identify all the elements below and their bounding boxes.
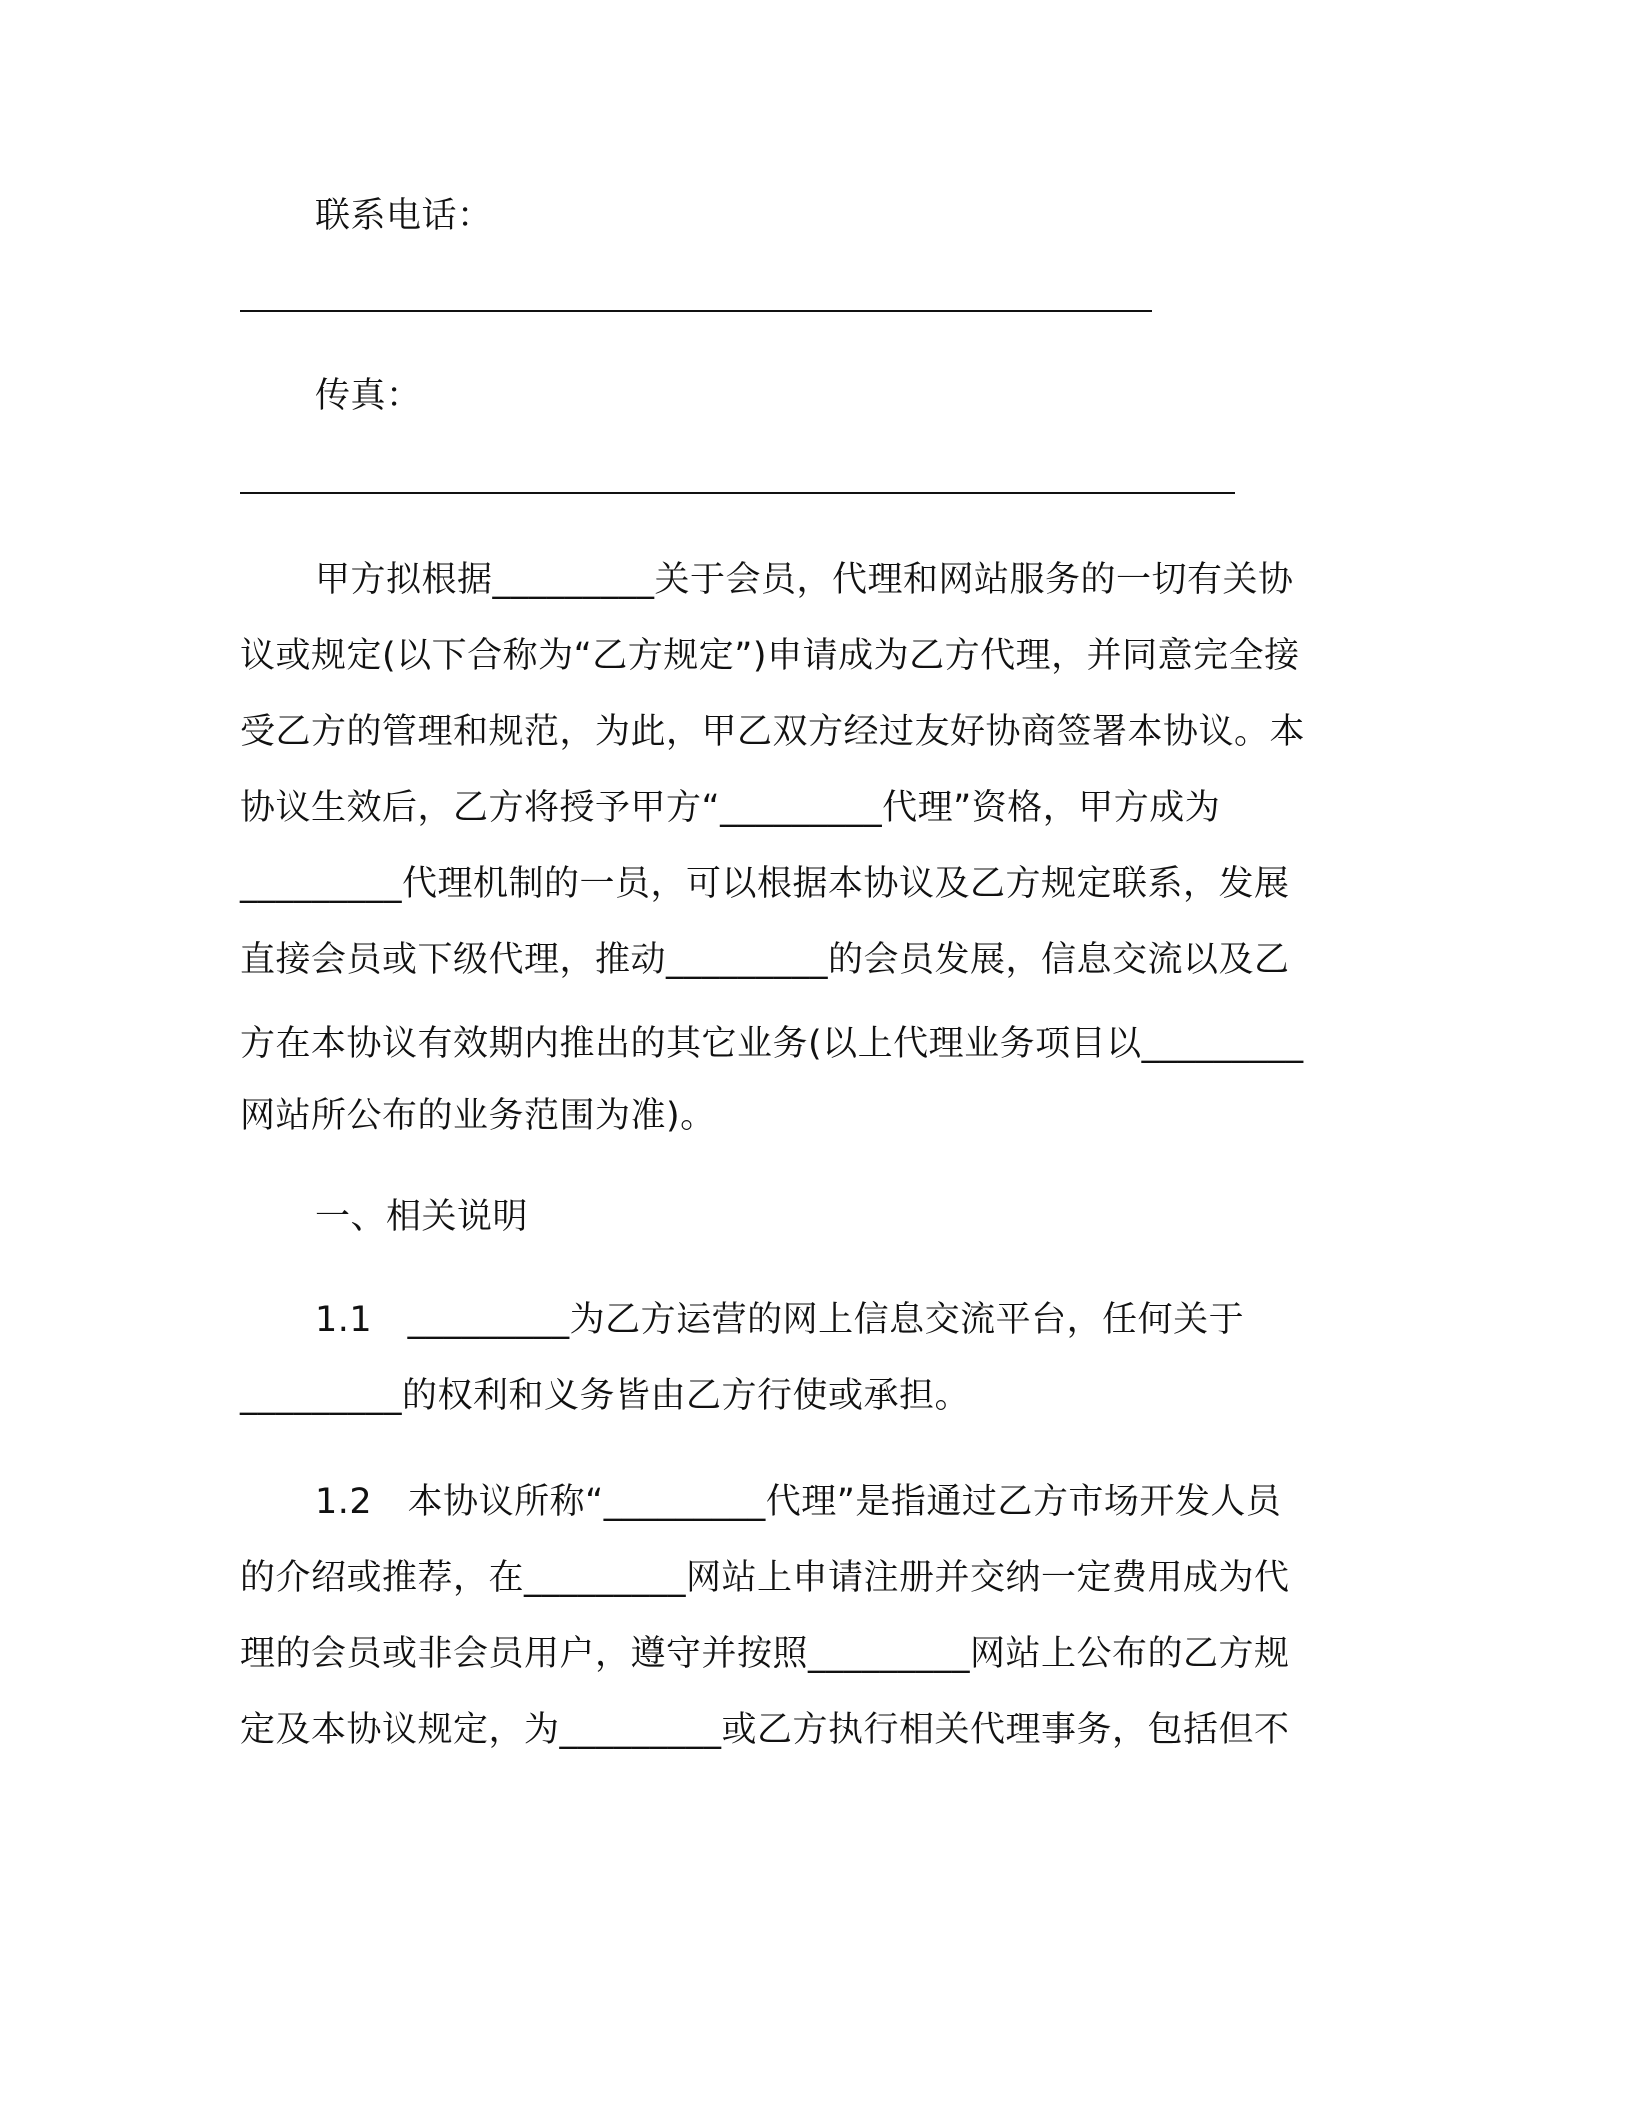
clause-1-2-line-2: 的介绍或推荐，在_________网站上申请注册并交纳一定费用成为代 [240, 1558, 1290, 1598]
intro-line-5: _________代理机制的一员，可以根据本协议及乙方规定联系，发展 [240, 864, 1290, 904]
phone-blank-line [240, 310, 1152, 312]
clause-1-2-line-4: 定及本协议规定，为_________或乙方执行相关代理事务，包括但不 [240, 1710, 1290, 1750]
intro-line-4: 协议生效后，乙方将授予甲方“_________代理”资格，甲方成为 [240, 788, 1221, 828]
intro-line-1: 甲方拟根据_________关于会员，代理和网站服务的一切有关协 [315, 560, 1294, 600]
intro-line-2: 议或规定(以下合称为“乙方规定”)申请成为乙方代理，并同意完全接 [240, 636, 1300, 676]
fax-blank-line [240, 492, 1235, 494]
clause-1-1-line-2: _________的权利和义务皆由乙方行使或承担。 [240, 1376, 971, 1416]
section-heading: 一、相关说明 [315, 1197, 529, 1237]
intro-line-7: 方在本协议有效期内推出的其它业务(以上代理业务项目以_________ [240, 1024, 1304, 1064]
fax-label: 传真： [315, 376, 422, 416]
intro-line-8: 网站所公布的业务范围为准)。 [240, 1096, 716, 1136]
clause-1-2-line-3: 理的会员或非会员用户，遵守并按照_________网站上公布的乙方规 [240, 1634, 1290, 1674]
intro-line-6: 直接会员或下级代理，推动_________的会员发展，信息交流以及乙 [240, 940, 1290, 980]
intro-line-3: 受乙方的管理和规范，为此，甲乙双方经过友好协商签署本协议。本 [240, 712, 1306, 752]
clause-1-1-line-1: 1.1 _________为乙方运营的网上信息交流平台，任何关于 [315, 1300, 1245, 1340]
clause-1-2-line-1: 1.2 本协议所称“_________代理”是指通过乙方市场开发人员 [315, 1482, 1282, 1522]
phone-label: 联系电话： [315, 196, 493, 236]
